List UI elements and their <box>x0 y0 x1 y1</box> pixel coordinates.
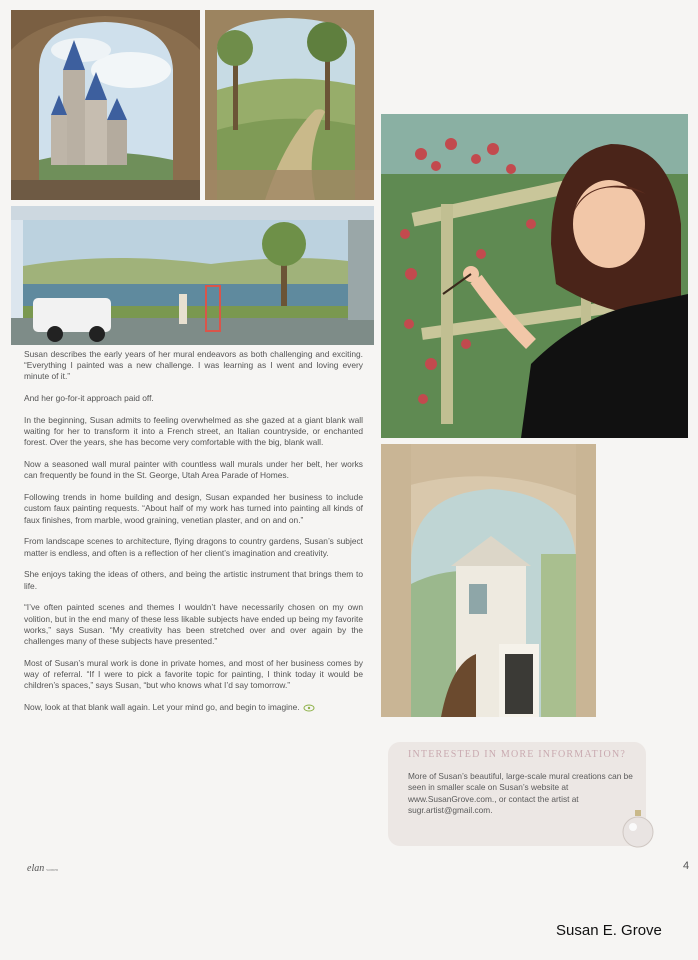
info-box-title: INTERESTED IN MORE INFORMATION? <box>407 749 627 760</box>
article-paragraph: Susan describes the early years of her mural endeavors as both challenging and exciting. “Everything I painted was a new challenge. I was learning as I went and loving every minute of it.” <box>24 349 363 382</box>
brand-name: elan <box>27 863 45 874</box>
countryside-mural-photo <box>205 10 374 200</box>
article-paragraph: Following trends in home building and design, Susan expanded her business to include custom faux painting requests. “About half of my work has turned into painting all kinds of faux finishes, from marble, wood graining, venetian plaster, and on and on.” <box>24 492 363 525</box>
article-paragraph: From landscape scenes to architecture, flying dragons to country gardens, Susan’s subject matter is endless, and often is a reflection of her client’s imagination and creativity. <box>24 536 363 558</box>
article-paragraph: She enjoys taking the ideas of others, and being the artistic instrument that brings them to life. <box>24 569 363 591</box>
info-box-text: More of Susan’s beautiful, large-scale mural creations can be seen in smaller scale on Susan’s website at www.SusanGrove.com., or contact the artist at sugr.artist@gmail.com. <box>408 771 633 816</box>
article-paragraph: And her go-for-it approach paid off. <box>24 393 154 404</box>
flourish-icon <box>302 704 316 712</box>
article-closing-paragraph <box>24 702 363 713</box>
exterior-wall-mural-photo <box>11 206 374 345</box>
castle-mural-photo <box>11 10 200 200</box>
article-body <box>24 349 363 723</box>
brand-subtitle: women <box>46 867 58 872</box>
artist-painting-photo <box>381 114 688 438</box>
info-box <box>388 742 646 846</box>
artist-credit: Susan E. Grove <box>556 922 662 939</box>
article-paragraph: “I’ve often painted scenes and themes I wouldn’t have necessarily chosen on my own volition, but in the end many of these less likable subjects have ended up being my favorite works,” says Susan. “My creativity has been stretched over and over again by the challenges many of these subjects have presented.” <box>24 602 363 647</box>
magazine-brand <box>27 863 58 874</box>
page-number: 4 <box>683 860 690 872</box>
architecture-mural-photo <box>381 444 596 717</box>
article-paragraph: Now a seasoned wall mural painter with countless wall murals under her belt, her works can frequently be found in the St. George, Utah Area Parade of Homes. <box>24 459 363 481</box>
closing-text: Now, look at that blank wall again. Let your mind go, and begin to imagine. <box>24 702 300 713</box>
article-paragraph: Most of Susan’s mural work is done in private homes, and most of her business comes by way of referral. “If I were to pick a favorite topic for painting, I think today it would be children’s spaces,” says Susan, “but who knows what I’d say tomorrow.” <box>24 657 363 691</box>
article-paragraph: In the beginning, Susan admits to feeling overwhelmed as she gazed at a giant blank wall waiting for her to transform it into a French street, an Italian countryside, or enchanted forest. Over the years, she has become very comfortable with the big, blank wall. <box>24 415 363 448</box>
ornament-icon <box>620 806 656 850</box>
